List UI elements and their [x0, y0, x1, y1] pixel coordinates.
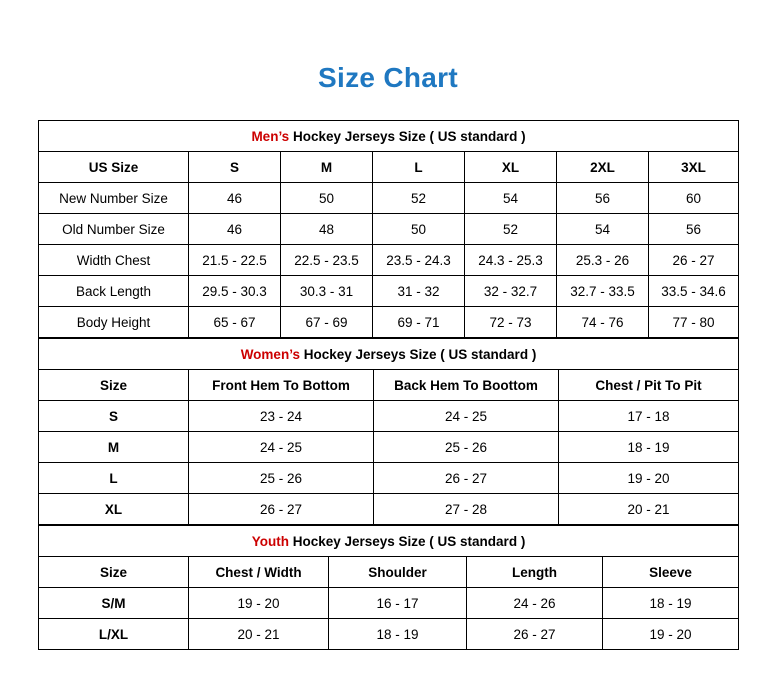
- mens-row-4-cell-5: 74 - 76: [557, 307, 649, 338]
- page-title: Size Chart: [318, 62, 458, 93]
- mens-header-3: L: [373, 152, 465, 183]
- table-row: [39, 183, 739, 214]
- youth-banner: [39, 526, 739, 557]
- womens-row-2-cell-3: 19 - 20: [559, 463, 739, 494]
- womens-row-1-cell-2: 25 - 26: [374, 432, 559, 463]
- womens-row-3-size: XL: [39, 494, 189, 525]
- womens-banner: [39, 339, 739, 370]
- mens-header-4: XL: [465, 152, 557, 183]
- mens-row-1-cell-3: 50: [373, 214, 465, 245]
- youth-row-0-cell-1: 19 - 20: [189, 588, 329, 619]
- table-row: [39, 494, 739, 525]
- mens-row-3-cell-2: 30.3 - 31: [281, 276, 373, 307]
- table-header-row: [39, 152, 739, 183]
- mens-row-3-cell-3: 31 - 32: [373, 276, 465, 307]
- table-row: [39, 619, 739, 650]
- youth-row-0-size: S/M: [39, 588, 189, 619]
- mens-row-0-cell-1: 46: [189, 183, 281, 214]
- mens-banner-category: Men’s: [251, 128, 290, 144]
- womens-row-1-cell-1: 24 - 25: [189, 432, 374, 463]
- mens-row-3-cell-6: 33.5 - 34.6: [649, 276, 739, 307]
- mens-row-0-cell-5: 56: [557, 183, 649, 214]
- table-row: [39, 276, 739, 307]
- mens-row-4-cell-4: 72 - 73: [465, 307, 557, 338]
- table-row: [39, 463, 739, 494]
- youth-row-0-cell-3: 24 - 26: [467, 588, 603, 619]
- mens-row-1-cell-4: 52: [465, 214, 557, 245]
- table-row: [39, 307, 739, 338]
- table-header-row: [39, 370, 739, 401]
- mens-row-1-cell-1: 46: [189, 214, 281, 245]
- mens-row-0-cell-3: 52: [373, 183, 465, 214]
- womens-row-1-cell-3: 18 - 19: [559, 432, 739, 463]
- mens-size-table: [38, 120, 739, 338]
- youth-row-1-cell-2: 18 - 19: [329, 619, 467, 650]
- mens-row-4-cell-1: 65 - 67: [189, 307, 281, 338]
- mens-row-4-label: Body Height: [39, 307, 189, 338]
- table-row: [39, 401, 739, 432]
- mens-row-3-cell-5: 32.7 - 33.5: [557, 276, 649, 307]
- mens-header-1: S: [189, 152, 281, 183]
- youth-header-0: Size: [39, 557, 189, 588]
- mens-row-2-cell-3: 23.5 - 24.3: [373, 245, 465, 276]
- mens-row-0-cell-4: 54: [465, 183, 557, 214]
- mens-row-2-cell-4: 24.3 - 25.3: [465, 245, 557, 276]
- table-row: [39, 588, 739, 619]
- mens-banner: [39, 121, 739, 152]
- size-tables-container: [38, 120, 738, 650]
- womens-row-2-cell-1: 25 - 26: [189, 463, 374, 494]
- womens-size-table: [38, 338, 739, 525]
- womens-header-1: Front Hem To Bottom: [189, 370, 374, 401]
- mens-row-1-cell-2: 48: [281, 214, 373, 245]
- womens-header-2: Back Hem To Boottom: [374, 370, 559, 401]
- womens-row-2-cell-2: 26 - 27: [374, 463, 559, 494]
- womens-header-0: Size: [39, 370, 189, 401]
- table-banner-row: [39, 339, 739, 370]
- womens-banner-category: Women’s: [240, 346, 300, 362]
- womens-row-3-cell-3: 20 - 21: [559, 494, 739, 525]
- mens-row-4-cell-6: 77 - 80: [649, 307, 739, 338]
- womens-row-0-size: S: [39, 401, 189, 432]
- youth-row-1-size: L/XL: [39, 619, 189, 650]
- table-row: [39, 432, 739, 463]
- mens-row-0-label: New Number Size: [39, 183, 189, 214]
- youth-header-3: Length: [467, 557, 603, 588]
- womens-banner-rest: Hockey Jerseys Size ( US standard ): [299, 346, 537, 362]
- mens-row-1-label: Old Number Size: [39, 214, 189, 245]
- mens-row-2-cell-2: 22.5 - 23.5: [281, 245, 373, 276]
- womens-row-1-size: M: [39, 432, 189, 463]
- youth-row-1-cell-3: 26 - 27: [467, 619, 603, 650]
- mens-row-2-cell-6: 26 - 27: [649, 245, 739, 276]
- table-header-row: [39, 557, 739, 588]
- mens-header-0: US Size: [39, 152, 189, 183]
- mens-row-4-cell-2: 67 - 69: [281, 307, 373, 338]
- youth-banner-category: Youth: [251, 533, 289, 549]
- youth-row-1-cell-1: 20 - 21: [189, 619, 329, 650]
- mens-header-6: 3XL: [649, 152, 739, 183]
- mens-banner-rest: Hockey Jerseys Size ( US standard ): [289, 128, 526, 144]
- mens-row-3-cell-4: 32 - 32.7: [465, 276, 557, 307]
- mens-row-2-label: Width Chest: [39, 245, 189, 276]
- mens-row-0-cell-6: 60: [649, 183, 739, 214]
- mens-row-1-cell-6: 56: [649, 214, 739, 245]
- mens-header-5: 2XL: [557, 152, 649, 183]
- womens-row-2-size: L: [39, 463, 189, 494]
- mens-row-4-cell-3: 69 - 71: [373, 307, 465, 338]
- mens-row-2-cell-1: 21.5 - 22.5: [189, 245, 281, 276]
- mens-row-0-cell-2: 50: [281, 183, 373, 214]
- table-banner-row: [39, 526, 739, 557]
- youth-row-1-cell-4: 19 - 20: [603, 619, 739, 650]
- table-banner-row: [39, 121, 739, 152]
- youth-row-0-cell-4: 18 - 19: [603, 588, 739, 619]
- youth-banner-rest: Hockey Jerseys Size ( US standard ): [288, 533, 526, 549]
- mens-row-2-cell-5: 25.3 - 26: [557, 245, 649, 276]
- youth-size-table: [38, 525, 739, 650]
- womens-row-0-cell-2: 24 - 25: [374, 401, 559, 432]
- womens-header-3: Chest / Pit To Pit: [559, 370, 739, 401]
- womens-row-0-cell-3: 17 - 18: [559, 401, 739, 432]
- mens-row-3-label: Back Length: [39, 276, 189, 307]
- mens-header-2: M: [281, 152, 373, 183]
- womens-row-0-cell-1: 23 - 24: [189, 401, 374, 432]
- mens-row-1-cell-5: 54: [557, 214, 649, 245]
- table-row: [39, 245, 739, 276]
- youth-header-4: Sleeve: [603, 557, 739, 588]
- youth-header-1: Chest / Width: [189, 557, 329, 588]
- mens-row-3-cell-1: 29.5 - 30.3: [189, 276, 281, 307]
- womens-row-3-cell-2: 27 - 28: [374, 494, 559, 525]
- table-row: [39, 214, 739, 245]
- womens-row-3-cell-1: 26 - 27: [189, 494, 374, 525]
- youth-row-0-cell-2: 16 - 17: [329, 588, 467, 619]
- youth-header-2: Shoulder: [329, 557, 467, 588]
